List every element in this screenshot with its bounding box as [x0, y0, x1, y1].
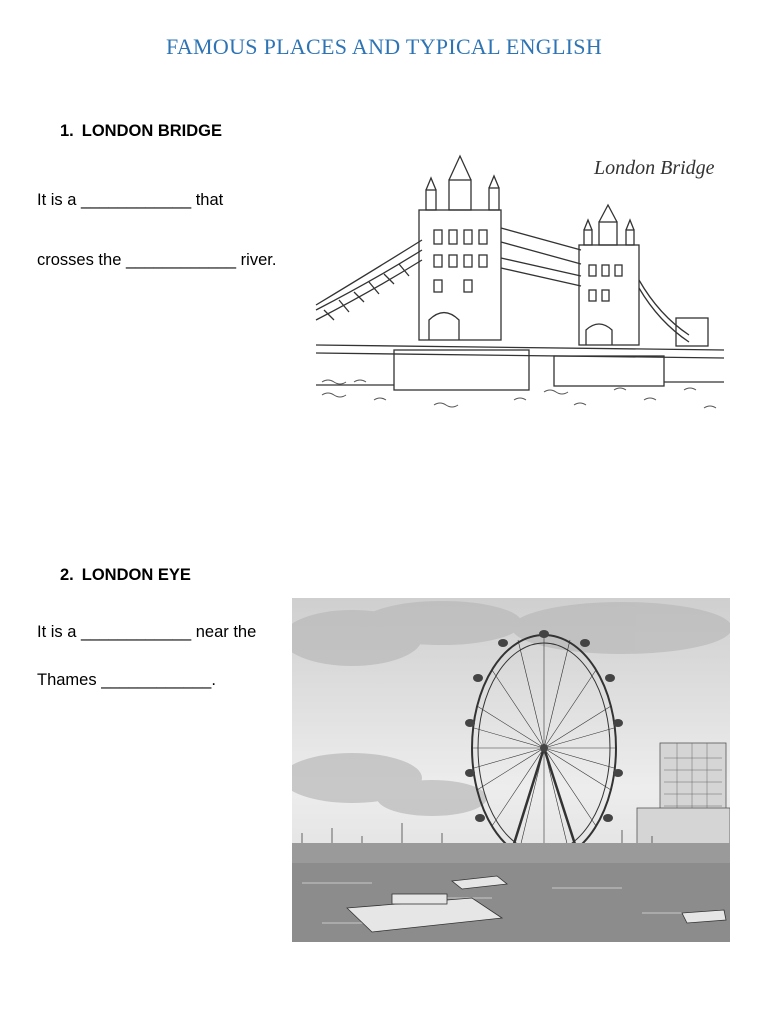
- section-2-line-2: [37, 671, 216, 690]
- illustration-caption: London Bridge: [594, 157, 715, 179]
- section-1-line-2: [37, 251, 276, 270]
- fill-blank[interactable]: ____________: [101, 671, 212, 689]
- section-1-number: 1.: [60, 122, 74, 140]
- section-1-line-2-after: river.: [236, 251, 277, 269]
- section-1-title: LONDON BRIDGE: [81, 122, 223, 140]
- fill-blank[interactable]: ____________: [81, 623, 192, 641]
- section-2-number: 2.: [60, 566, 74, 584]
- section-1-line-1: [37, 191, 223, 210]
- section-1-line-1-before: It is a: [37, 191, 82, 209]
- section-1-line-2-before: crosses the: [37, 251, 126, 269]
- section-2-heading: [60, 566, 191, 585]
- tower-bridge-illustration: [314, 150, 734, 420]
- section-2-line-2-after: .: [211, 671, 216, 689]
- section-2-line-1-before: It is a: [37, 623, 82, 641]
- fill-blank[interactable]: ____________: [81, 191, 192, 209]
- london-eye-illustration: [292, 598, 730, 942]
- fill-blank[interactable]: ____________: [125, 251, 237, 269]
- section-2-line-1: [37, 623, 256, 642]
- section-1-heading: [60, 122, 222, 141]
- page-title: FAMOUS PLACES AND TYPICAL ENGLISH: [165, 34, 603, 59]
- section-2-line-1-after: near the: [191, 623, 257, 641]
- section-2-title: LONDON EYE: [81, 566, 191, 584]
- section-1-line-1-after: that: [191, 191, 224, 209]
- section-2-line-2-before: Thames: [37, 671, 102, 689]
